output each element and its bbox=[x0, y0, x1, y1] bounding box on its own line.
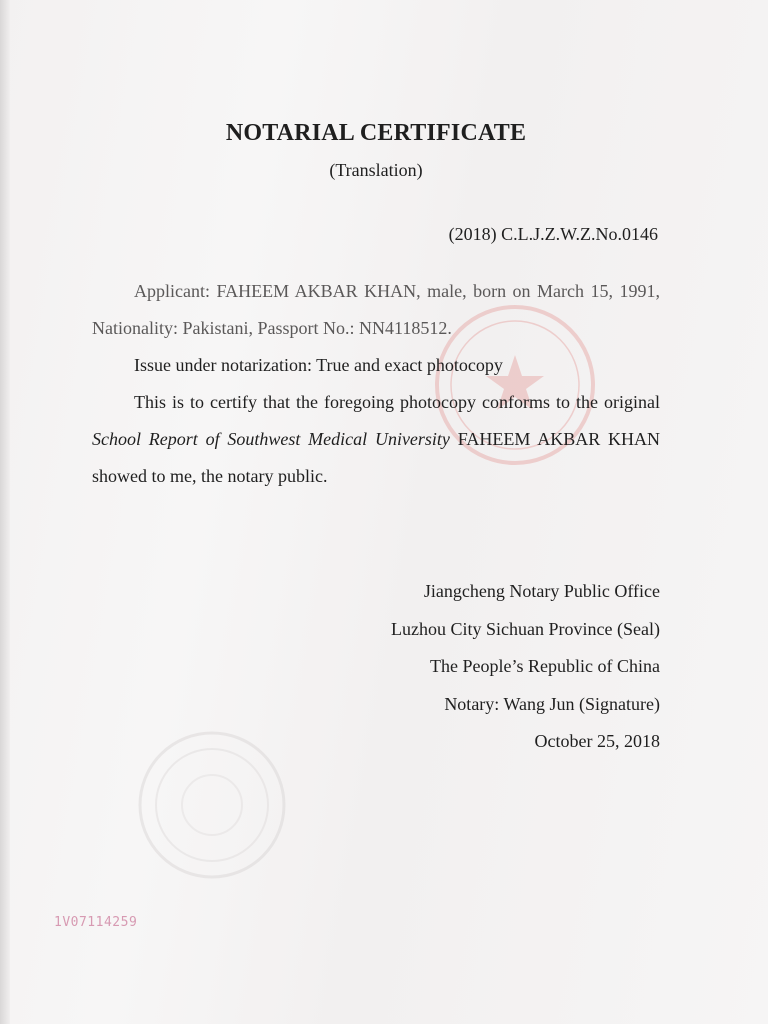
certify-text-after: FAHEEM AKBAR KHAN showed to me, the notary public. bbox=[92, 429, 660, 486]
embossed-seal-icon bbox=[132, 725, 292, 885]
signature-block bbox=[391, 573, 660, 761]
serial-number: 1V07114259 bbox=[54, 915, 138, 930]
certification-paragraph bbox=[92, 384, 660, 495]
applicant-paragraph bbox=[92, 273, 660, 347]
certified-document-name: School Report of Southwest Medical University bbox=[92, 429, 450, 449]
document-title: NOTARIAL CERTIFICATE bbox=[225, 120, 527, 146]
document-subtitle: (Translation) bbox=[329, 160, 423, 180]
certify-text-before: This is to certify that the foregoing photocopy conforms to the original bbox=[134, 392, 660, 412]
office-name: Jiangcheng Notary Public Office bbox=[423, 581, 660, 601]
certificate-date: October 25, 2018 bbox=[534, 731, 660, 751]
scan-edge-shadow bbox=[0, 0, 10, 1024]
office-country: The People’s Republic of China bbox=[430, 656, 660, 676]
notary-name: Notary: Wang Jun (Signature) bbox=[444, 693, 660, 714]
office-location: Luzhou City Sichuan Province (Seal) bbox=[391, 618, 660, 639]
applicant-text: Applicant: FAHEEM AKBAR KHAN, male, born on March 15, 1991, Nationality: Pakistani, Passport No.: NN4118512. bbox=[92, 281, 660, 338]
issue-paragraph bbox=[92, 347, 660, 384]
issue-text: Issue under notarization: True and exact photocopy bbox=[134, 355, 503, 375]
reference-number: (2018) C.L.J.Z.W.Z.No.0146 bbox=[448, 224, 658, 244]
